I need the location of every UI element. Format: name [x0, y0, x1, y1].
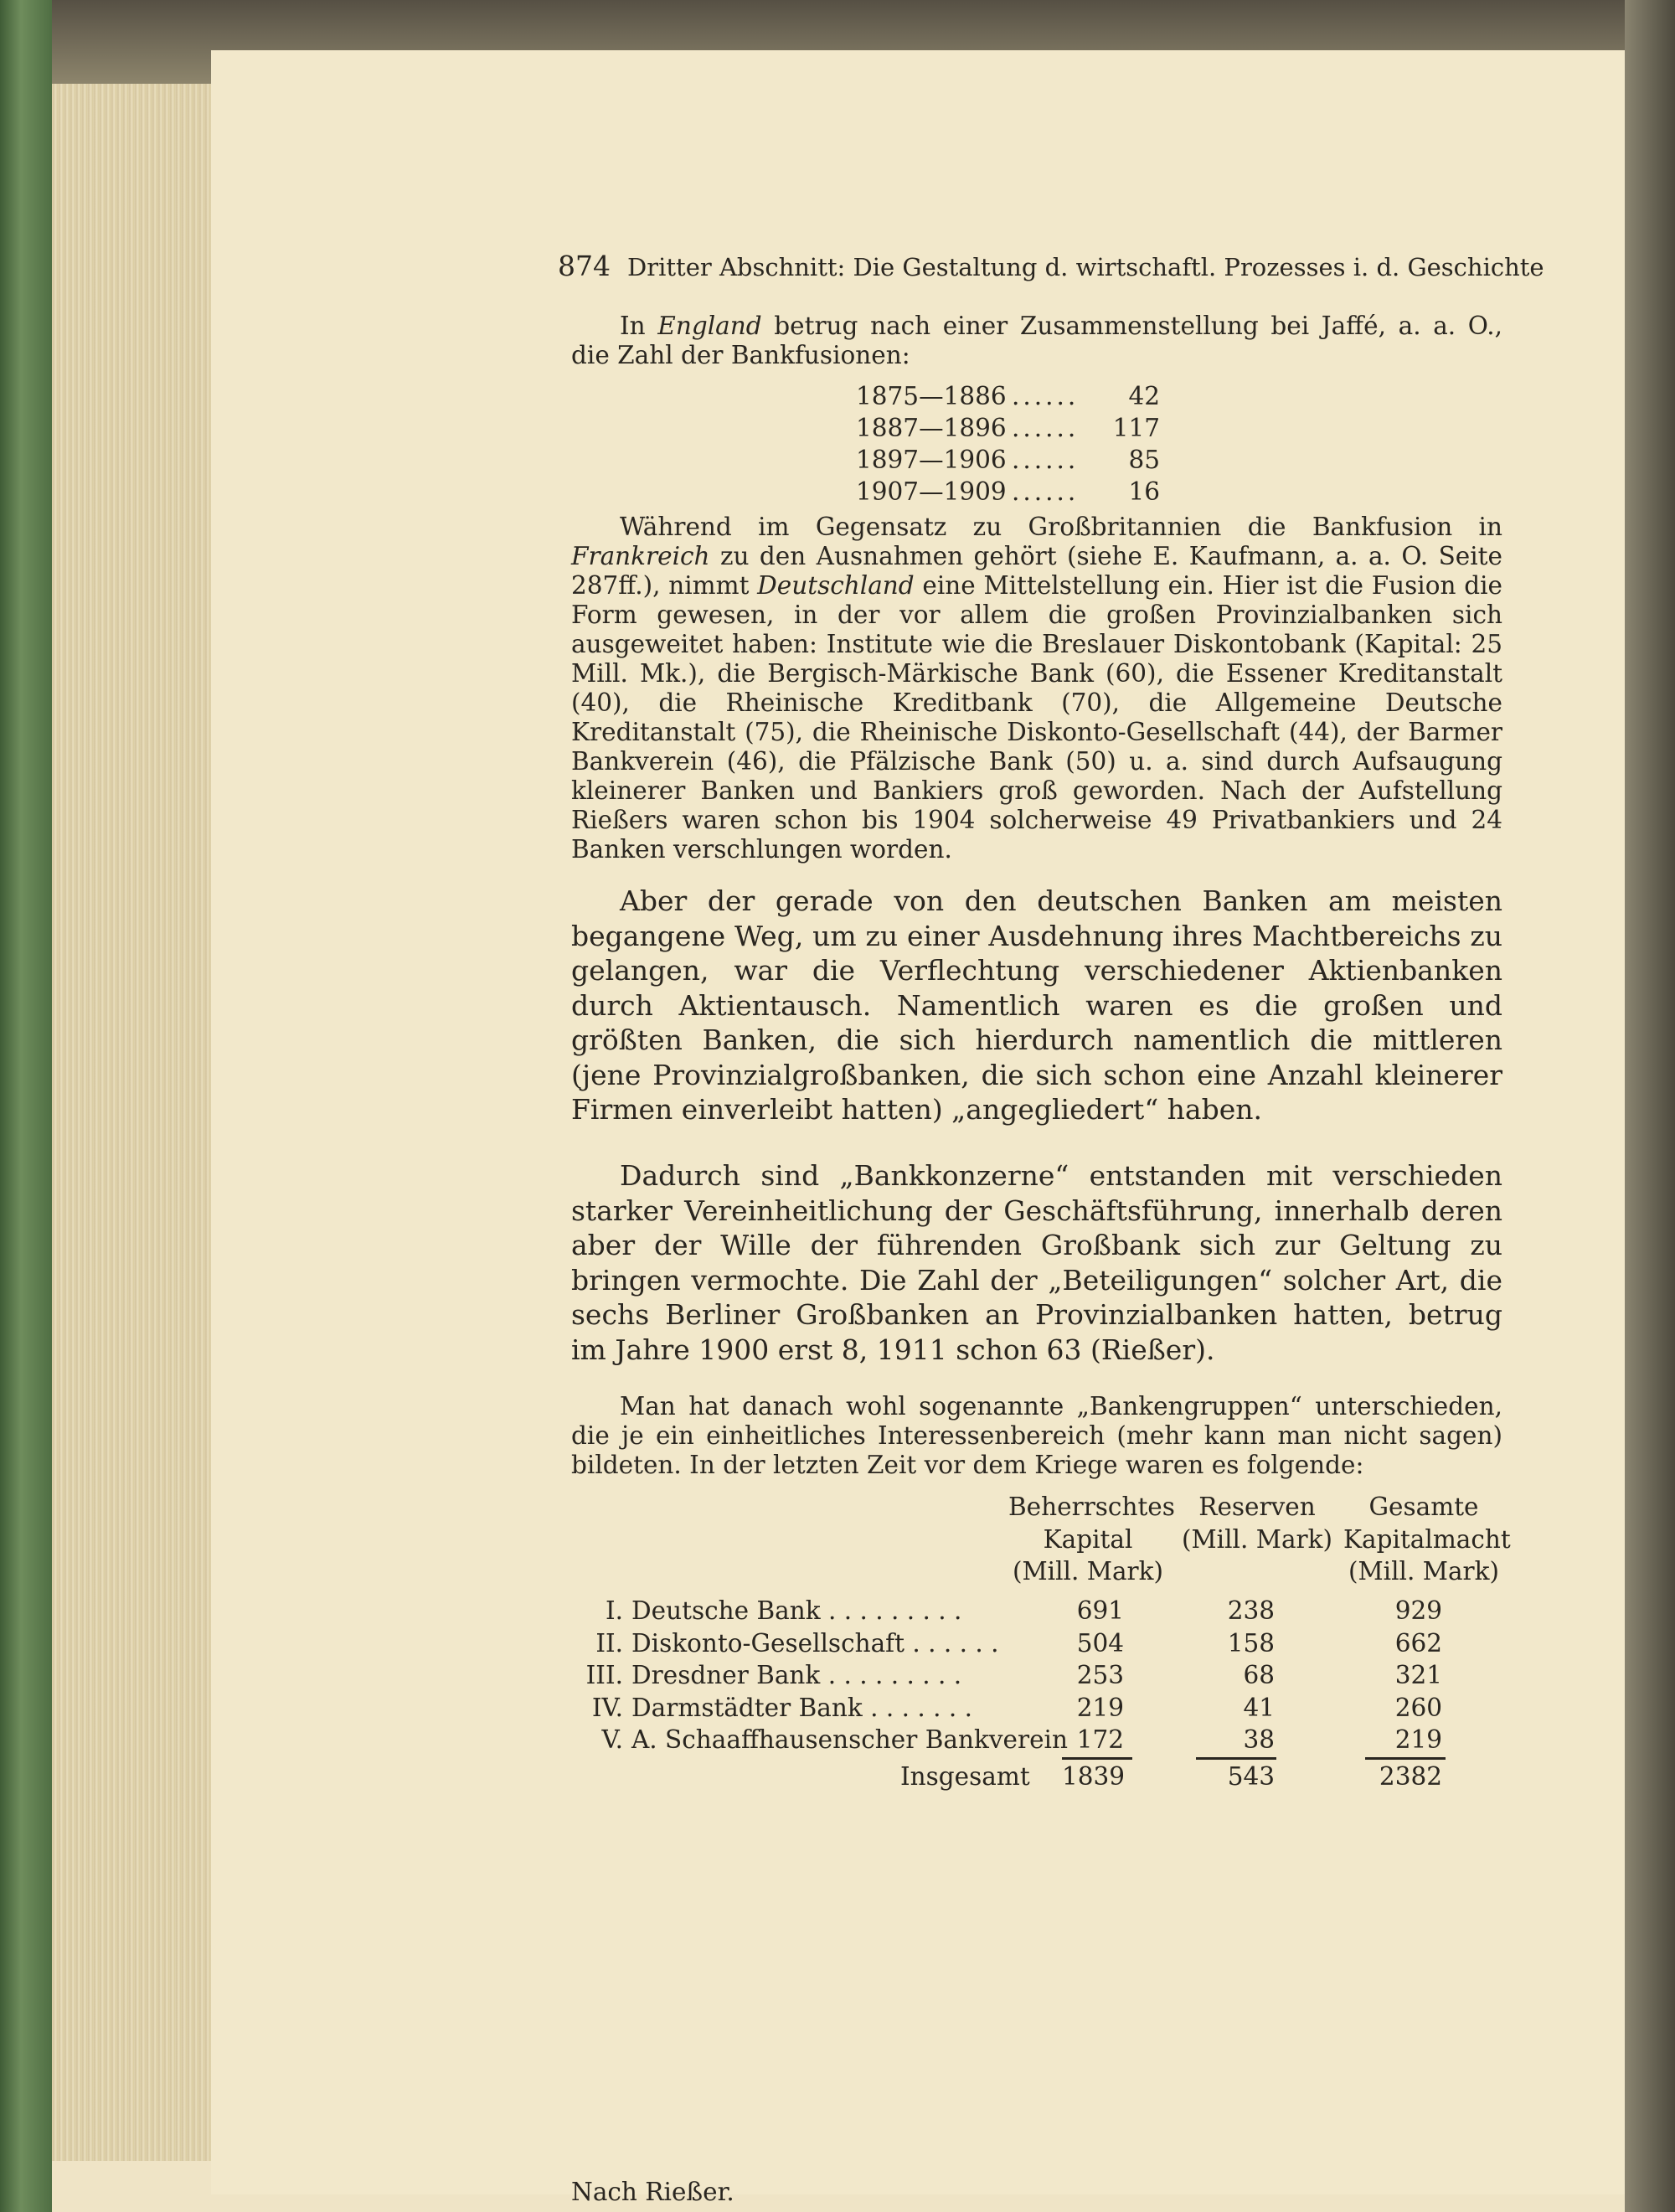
fusion-table: [856, 380, 1160, 508]
book-spine: [0, 0, 52, 2212]
paragraph-england: In England betrug nach einer Zusammenstellung bei Jaffé, a. a. O., die Zahl der Bankfusionen:: [571, 312, 1503, 369]
table-row: II. Diskonto-Gesellschaft . . . . . . 504 158 662: [595, 1628, 1442, 1658]
table-row: I. Deutsche Bank . . . . . . . . . 691 238 929: [605, 1596, 1442, 1625]
running-head: [558, 250, 1544, 283]
running-head-title: Dritter Abschnitt: Die Gestaltung d. wirtschaftl. Prozesses i. d. Geschichte: [627, 253, 1544, 281]
emphasis-frankreich: Frankreich: [571, 542, 710, 570]
fusion-row: 1897—1906 ...... 85: [856, 446, 1160, 474]
source-note: Nach Rießer.: [571, 2178, 734, 2206]
table-row: III. Dresdner Bank . . . . . . . . . 253 68 321: [585, 1661, 1442, 1689]
fusion-row: 1907—1909 ...... 16: [856, 477, 1160, 506]
page-edges: [52, 84, 211, 2161]
total-label: Insgesamt: [900, 1762, 1030, 1791]
paragraph-bankengruppen: Man hat danach wohl sogenannte „Bankengruppen“ unterschieden, die je ein einheitliches Interessenbereich (mehr kann man nicht sagen) bildeten. In der letzten Zeit vor dem Kriege waren es folgende:: [571, 1392, 1502, 1479]
table-row: IV. Darmstädter Bank . . . . . . . 219 41 260: [591, 1693, 1442, 1722]
paragraph-fusion-germany: Während im Gegensatz zu Großbritannien die Bankfusion in Frankreich zu den Ausnahmen gehört (siehe E. Kaufmann, a. a. O. Seite 287ff.), nimmt Deutschland eine Mittelstellung ein. Hier ist die Fusion die Form gewesen, in der vor allem die großen Provinzialbanken sich ausgeweitet haben: Institute wie die Breslauer Diskontobank (Kapital: 25 Mill. Mk.), die Bergisch-Märkische Bank (60), die Essener Kreditanstalt (40), die Rheinische Kreditbank (70), die Allgemeine Deutsche Kreditanstalt (75), die Rheinische Diskonto-Gesellschaft (44), der Barmer Bankverein (46), die Pfälzische Bank (50) u. a. sind durch Aufsaugung kleinerer Banken und Bankiers groß geworden. Nach der Aufstellung Rießers waren schon bis 1904 solcherweise 49 Privatbankiers und 24 Banken verschlungen worden.: [571, 513, 1503, 864]
paragraph-verflechtung: Aber der gerade von den deutschen Banken am meisten begangene Weg, um zu einer Ausdehnung ihres Machtbereichs zu gelangen, war die Verflechtung verschiedener Aktienbanken durch Aktientausch. Namentlich waren es die großen und größten Banken, die sich hierdurch namentlich die mittleren (jene Provinzialgroßbanken, die sich schon eine Anzahl kleinerer Firmen einverleibt hatten) „angegliedert“ haben.: [571, 884, 1502, 1126]
table-row: V. A. Schaaffhausenscher Bankverein 172 38 219: [601, 1725, 1442, 1754]
fusion-row: 1887—1896 ...... 117: [856, 414, 1160, 442]
sum-rule-reserven: [1196, 1757, 1276, 1760]
scan-border: [1625, 0, 1675, 2212]
sum-rule-kapital: [1062, 1757, 1132, 1760]
fusion-row: 1875—1886 ...... 42: [856, 382, 1160, 410]
header-kapital: Beherrschtes Kapital (Mill. Mark): [1008, 1493, 1175, 1586]
emphasis-deutschland: Deutschland: [757, 571, 915, 600]
header-gesamt: Gesamte Kapitalmacht (Mill. Mark): [1343, 1493, 1511, 1586]
paragraph-bankkonzerne: Dadurch sind „Bankkonzerne“ entstanden mit verschieden starker Vereinheitlichung der Geschäftsführung, innerhalb deren aber der Wille der führenden Großbank sich zur Geltung zu bringen vermochte. Die Zahl der „Beteiligungen“ solcher Art, die sechs Berliner Großbanken an Provinzialbanken hatten, betrug im Jahre 1900 erst 8, 1911 schon 63 (Rießer).: [571, 1159, 1502, 1366]
header-reserven: Reserven (Mill. Mark): [1181, 1493, 1333, 1554]
table-total-row: Insgesamt 1839 543 2382: [571, 1761, 1504, 1793]
sum-rule-gesamt: [1365, 1757, 1446, 1760]
emphasis-england: England: [657, 312, 762, 340]
page-number: 874: [558, 250, 611, 282]
